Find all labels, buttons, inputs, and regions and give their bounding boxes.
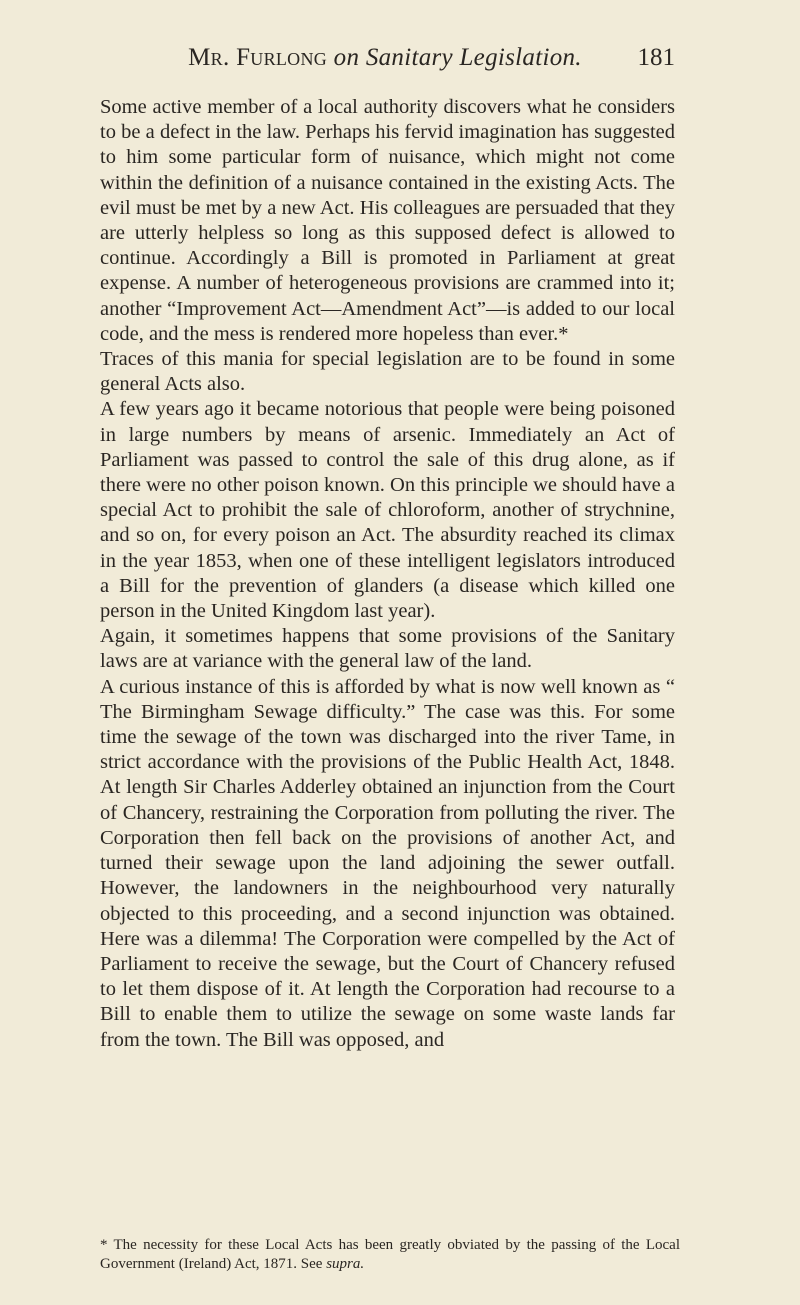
running-title-subject: Sanitary Legislation. bbox=[365, 44, 582, 71]
running-title-connector: on bbox=[333, 44, 360, 71]
paragraph: Traces of this mania for special legislation are to be found in some general Acts also. bbox=[100, 348, 675, 396]
paragraph: A curious instance of this is afforded by what is now well known as “ The Birmingham Sewage difficulty.” The case was this. For some time the sewage of the town was discharged into the river Tame, in strict accordance with the provisions of the Public Health Act, 1848. At length Sir Charles Adderley obtained an injunction from the Court of Chancery, restraining the Corporation from polluting the river. The Corporation then fell back on the provisions of another Act, and turned their sewage upon the land adjoining the sewer outfall. However, the landowners in the neighbourhood very naturally objected to this proceeding, and a second injunction was obtained. Here was a dilemma! The Corporation were compelled by the Act of Parliament to receive the sewage, but the Court of Chancery refused to let them dispose of it. At length the Corporation had recourse to a Bill to enable them to utilize the sewage on some waste lands far from the town. The Bill was opposed, and bbox=[100, 675, 675, 1051]
page-number: 181 bbox=[637, 44, 675, 71]
running-header bbox=[95, 44, 675, 84]
footnote-paragraph bbox=[100, 1236, 680, 1274]
paragraph: A few years ago it became notorious that people were being poisoned in large numbers by means of arsenic. Immediately an Act of Parliament was passed to control the sale of this drug alone, as if there were no other poison known. On this principle we should have a special Act to prohibit the sale of chloroform, another of strychnine, and so on, for every poison an Act. The absurdity reached its climax in the year 1853, when one of these intelligent legislators introduced a Bill for the prevention of glanders (a disease which killed one person in the United Kingdom last year). bbox=[100, 398, 675, 623]
running-title bbox=[95, 44, 675, 72]
footnote-italic: supra. bbox=[326, 1256, 365, 1272]
paragraph: Again, it sometimes happens that some provisions of the Sanitary laws are at variance with the general law of the land. bbox=[100, 625, 675, 673]
running-title-author: Mr. Furlong bbox=[188, 44, 328, 71]
paragraph: Some active member of a local authority discovers what he considers to be a defect in the law. Perhaps his fervid imagination has suggested to him some particular form of nuisance, which might not come within the definition of a nuisance contained in the existing Acts. The evil must be met by a new Act. His colleagues are persuaded that they are utterly helpless so long as this supposed defect is allowed to continue. Accordingly a Bill is promoted in Parliament at great expense. A number of heterogeneous provisions are crammed into it; another “Improvement Act—Amendment Act”—is added to our local code, and the mess is rendered more hopeless than ever.* bbox=[100, 96, 675, 345]
footnote bbox=[100, 1236, 680, 1274]
body-text bbox=[100, 95, 675, 1053]
footnote-text: * The necessity for these Local Acts has been greatly obviated by the passing of the Local Government (Ireland) Act, 1871. See bbox=[100, 1237, 680, 1272]
